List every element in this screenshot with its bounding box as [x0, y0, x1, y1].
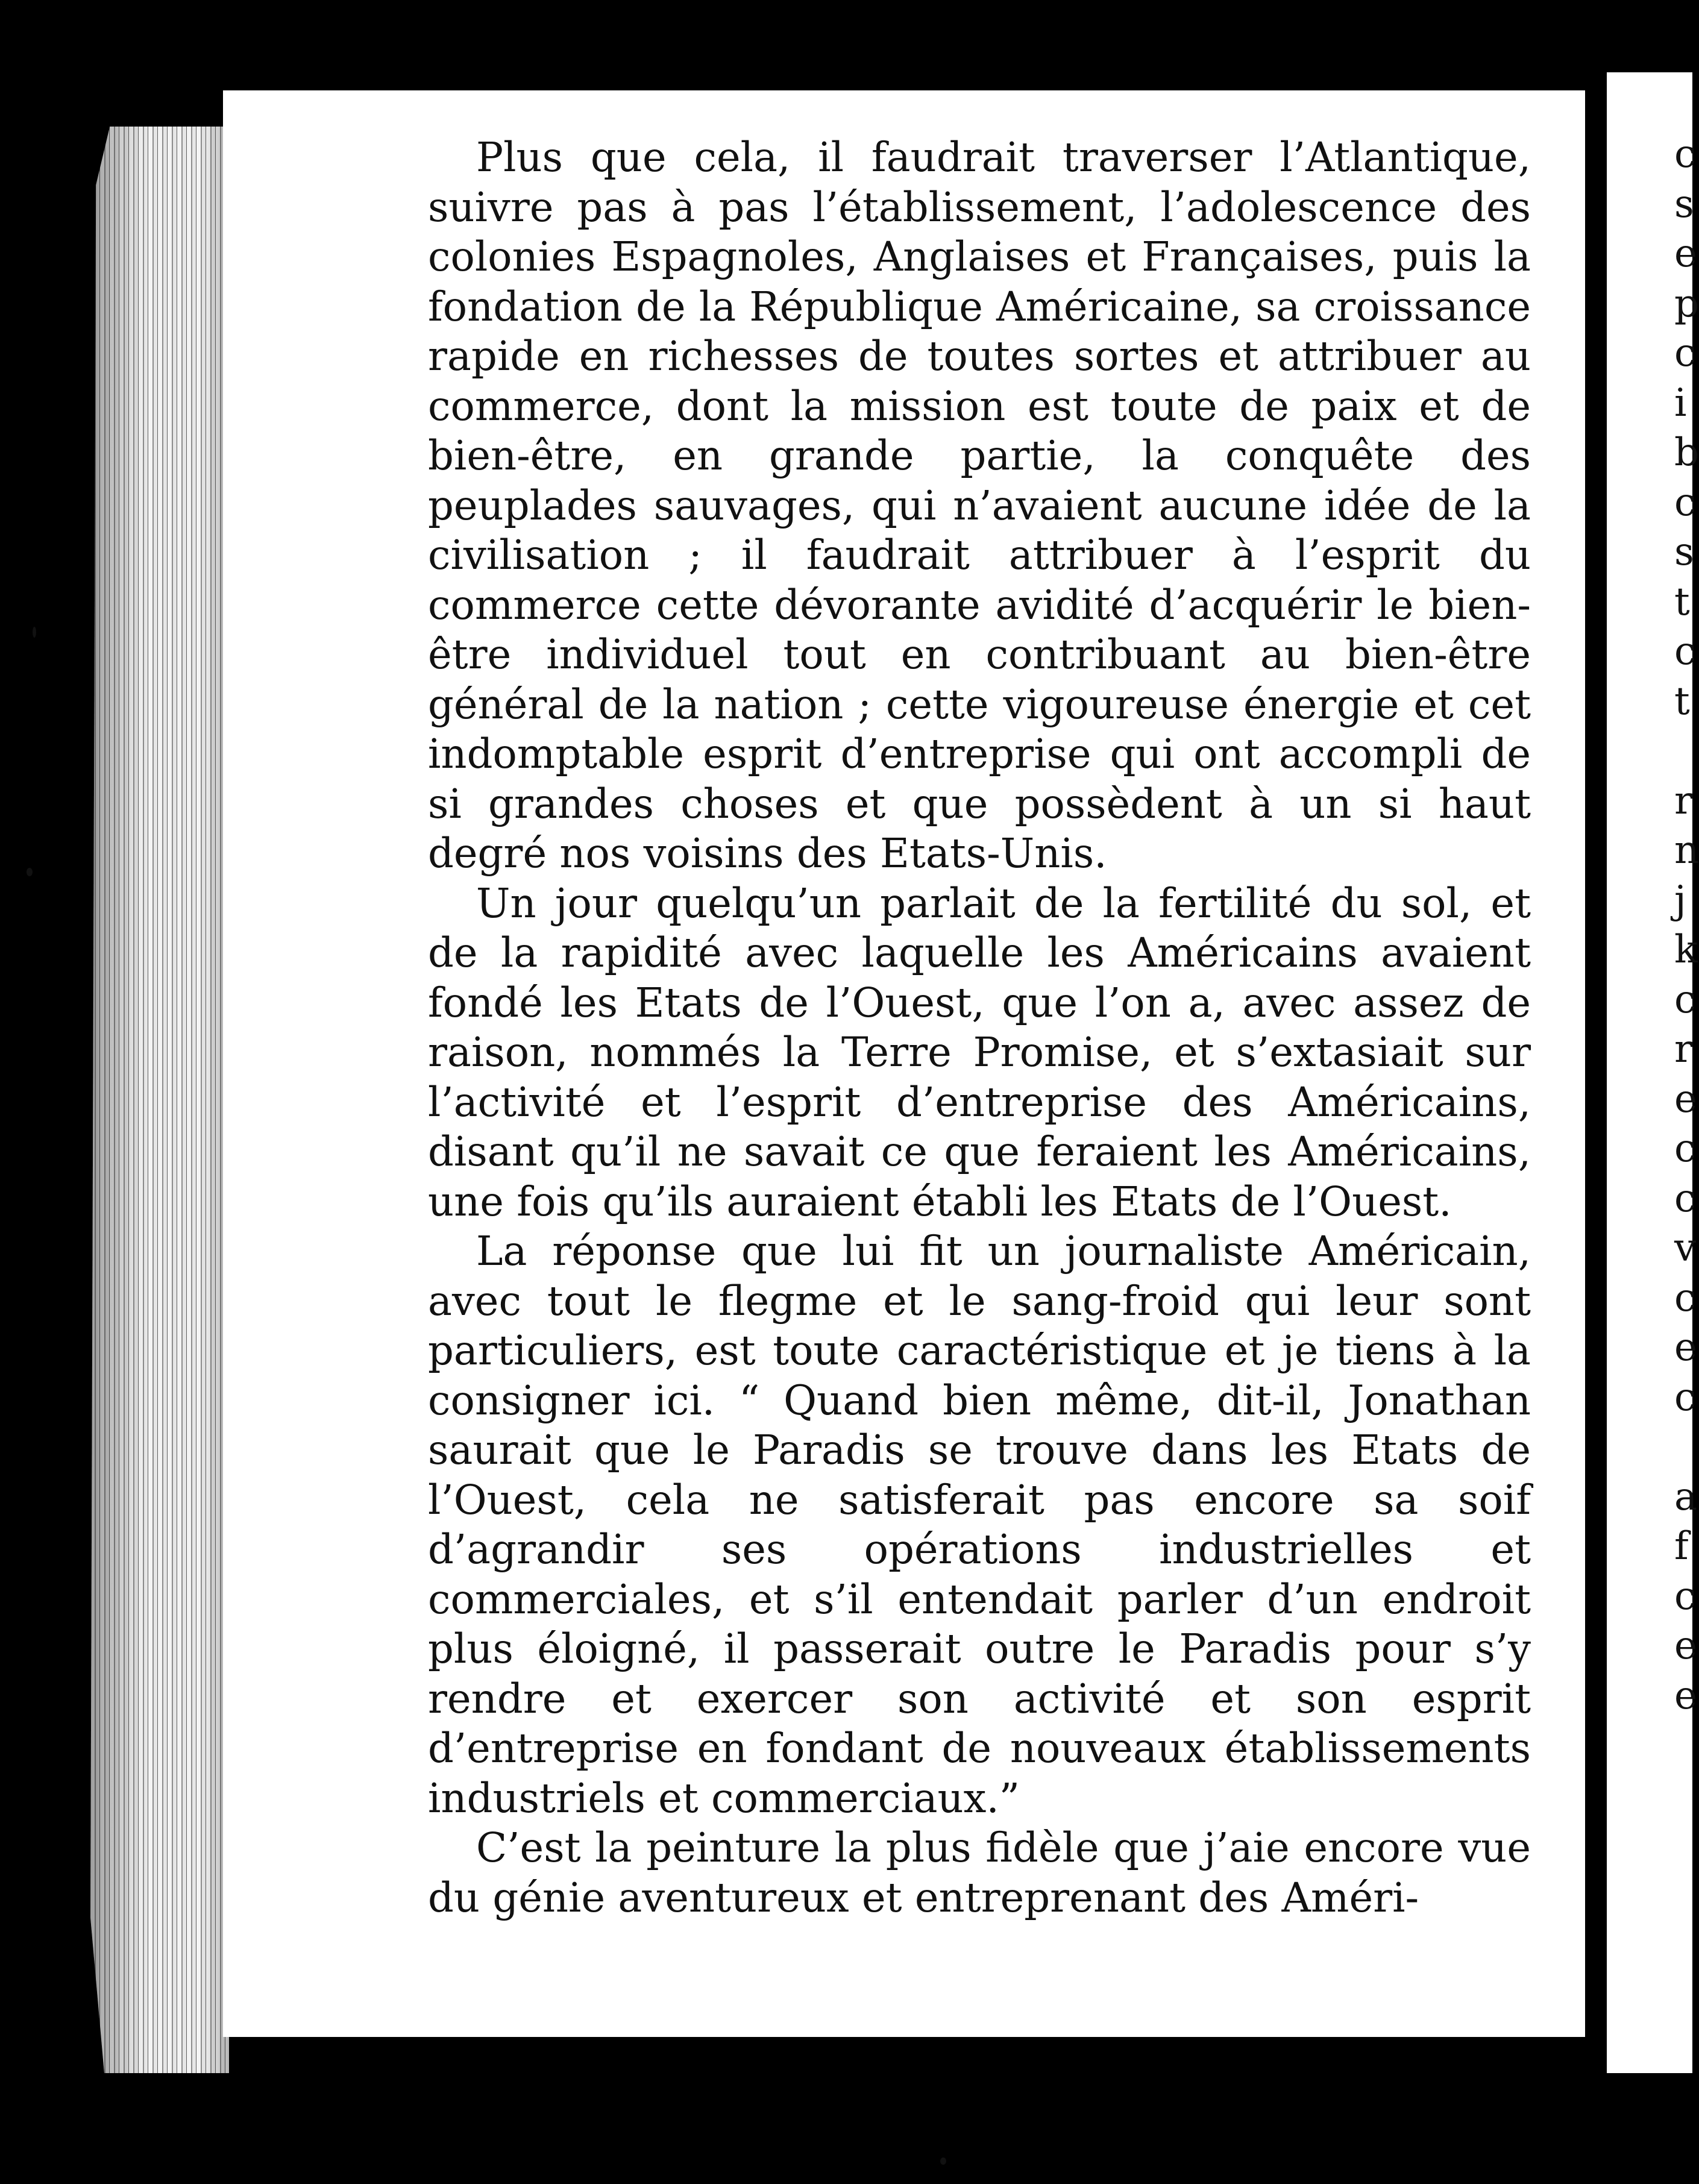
- paragraph: Un jour quelqu’un parlait de la fertilité du sol, et de la rapidité avec laquelle les Américains avaient fondé les Etats de l’Ouest, que l’on a, avec assez de raison, nommés la Terre Promise, et s’extasiait sur l’activité et l’esprit d’entreprise des Américains, disant qu’il ne savait ce que feraient les Américains, une fois qu’ils auraient établi les Etats de l’Ouest.: [428, 879, 1531, 1225]
- facing-page-letter: i: [1674, 380, 1687, 425]
- facing-page-letter: a: [1674, 1474, 1698, 1519]
- facing-page-letter: n: [1674, 828, 1699, 873]
- facing-page-letter: r: [1674, 778, 1693, 823]
- facing-page-letter: j: [1674, 877, 1686, 923]
- ink-speck: [33, 627, 36, 638]
- facing-page-letter: c: [1674, 629, 1696, 674]
- next-page-text-fragment: [1674, 130, 1699, 1721]
- facing-page-gap: [1674, 726, 1692, 776]
- facing-page-letter: c: [1674, 1176, 1696, 1221]
- book-gutter: [1585, 84, 1607, 2073]
- facing-page-letter: c: [1674, 1126, 1696, 1171]
- paragraph: La réponse que lui fit un journaliste Américain, avec tout le flegme et le sang-froid qui leur sont particuliers, est toute caractéristique et je tiens à la consigner ici. “ Quand bien même, dit-il, Jonathan saurait que le Paradis se trouve dans les Etats de l’Ouest, cela ne satisferait pas encore sa soif d’agrandir ses opérations industrielles et commerciales, et s’il entendait parler d’un endroit plus éloigné, il passerait outre le Paradis pour s’y rendre et exercer son activité et son esprit d’entreprise en fondant de nouveaux établissements industriels et commerciaux.”: [428, 1228, 1531, 1822]
- facing-page-letter: t: [1674, 579, 1690, 624]
- facing-page-letter: t: [1674, 679, 1690, 724]
- facing-page-letter: c: [1674, 480, 1696, 525]
- facing-page-letter: e: [1674, 231, 1697, 276]
- page-body: [428, 133, 1531, 1922]
- facing-page-letter: v: [1674, 1226, 1697, 1270]
- facing-page-letter: c: [1674, 1275, 1696, 1320]
- facing-page-letter: c: [1674, 1375, 1696, 1420]
- facing-page-letter: e: [1674, 1673, 1697, 1718]
- facing-page-letter: b: [1674, 430, 1699, 475]
- scan-background: [0, 2073, 1692, 2184]
- facing-page-letter: k: [1674, 927, 1698, 972]
- facing-page-letter: r: [1674, 1027, 1693, 1072]
- facing-page-letter: p: [1674, 281, 1699, 326]
- facing-page-letter: f: [1674, 1524, 1689, 1569]
- ink-speck: [27, 868, 33, 876]
- facing-page-letter: c: [1674, 331, 1696, 375]
- facing-page-letter: e: [1674, 1325, 1697, 1370]
- ink-speck: [940, 2157, 946, 2165]
- facing-page-letter: s: [1674, 530, 1694, 574]
- facing-page-letter: c: [1674, 132, 1696, 177]
- facing-page-letter: e: [1674, 1624, 1697, 1668]
- paragraph: Plus que cela, il faudrait traverser l’Atlantique, suivre pas à pas l’établissement, l’adolescence des colonies Espagnoles, Anglaises et Françaises, puis la fondation de la République Américaine, sa croissance rapide en richesses de toutes sortes et attribuer au commerce, dont la mission est toute de paix et de bien-être, en grande partie, la conquête des peuplades sauvages, qui n’avaient aucune idée de la civilisation ; il faudrait attribuer à l’esprit du commerce cette dévorante avidité d’acquérir le bien-être individuel tout en contribuant au bien-être général de la nation ; cette vigoureuse énergie et cet indomptable esprit d’entreprise qui ont accompli de si grandes choses et que possèdent à un si haut degré nos voisins des Etats-Unis.: [428, 134, 1531, 877]
- facing-page-letter: c: [1674, 977, 1696, 1022]
- facing-page-letter: s: [1674, 181, 1694, 227]
- facing-page-letter: c: [1674, 1574, 1696, 1619]
- facing-page-gap: [1674, 1422, 1692, 1472]
- paragraph: C’est la peinture la plus fidèle que j’aie encore vue du génie aventureux et entreprenant des Améri-: [428, 1824, 1531, 1921]
- facing-page-letter: e: [1674, 1076, 1697, 1122]
- page-edges-shadow: [90, 127, 229, 2073]
